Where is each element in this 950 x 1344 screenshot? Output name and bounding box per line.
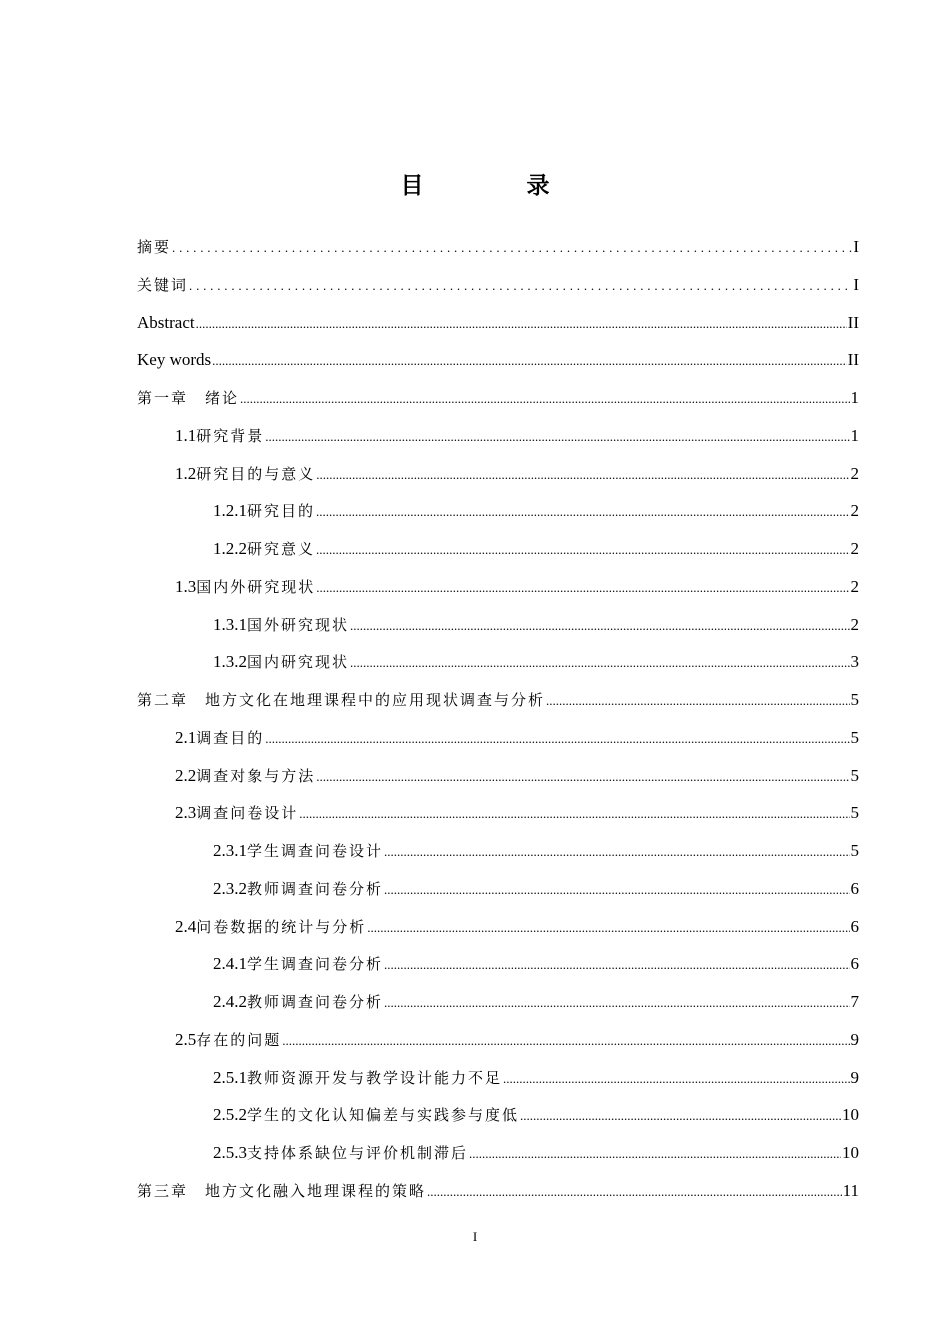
toc-page-number: 5 bbox=[850, 841, 859, 860]
toc-page-number: 1 bbox=[850, 425, 859, 445]
toc-entry-text: 国内外研究现状 bbox=[196, 577, 316, 596]
toc-entry-text: 研究背景 bbox=[196, 426, 265, 445]
toc-leader bbox=[172, 229, 852, 267]
toc-page-number: 9 bbox=[850, 1067, 859, 1087]
toc-entry-text: 存在的问题 bbox=[196, 1030, 282, 1049]
toc-page-number: 5 bbox=[850, 803, 859, 823]
toc-entry-section-1-3-2[interactable] bbox=[137, 643, 859, 681]
toc-leader bbox=[384, 833, 849, 871]
toc-entry-chapter-3[interactable] bbox=[137, 1172, 859, 1210]
toc-entry-text: 教师调查问卷分析 bbox=[247, 879, 384, 898]
toc-leader bbox=[350, 607, 849, 645]
toc-entry-number: 1.2 bbox=[175, 463, 197, 483]
toc-entry-section-2-5-2[interactable] bbox=[137, 1096, 859, 1134]
toc-entry-number: 2.4.1 bbox=[213, 954, 247, 974]
toc-entry-number: 2.4 bbox=[175, 916, 197, 936]
toc-entry-text: 第一章 绪论 bbox=[137, 389, 240, 407]
toc-entry-section-2-5-1[interactable] bbox=[137, 1059, 859, 1097]
toc-entry-section-2-3[interactable] bbox=[137, 794, 859, 832]
toc-page-number: 2 bbox=[850, 576, 859, 596]
toc-entry-number: 1.2.2 bbox=[213, 539, 247, 558]
toc-entry-text: 学生调查问卷分析 bbox=[247, 955, 384, 974]
toc-leader bbox=[469, 1135, 841, 1173]
toc-entry-section-1-3[interactable] bbox=[137, 568, 859, 606]
toc-entry-text: 支持体系缺位与评价机制滞后 bbox=[247, 1144, 469, 1162]
toc-page-number: 10 bbox=[842, 1143, 859, 1162]
footer-page-number: I bbox=[472, 1229, 478, 1244]
toc-entry-text: 学生调查问卷设计 bbox=[247, 842, 384, 860]
toc-entry-keywords-en[interactable] bbox=[137, 341, 859, 379]
toc-page-number: 5 bbox=[850, 765, 859, 785]
toc-entry-section-2-1[interactable] bbox=[137, 719, 859, 757]
toc-entry-number: 2.4.2 bbox=[213, 992, 247, 1011]
toc-leader bbox=[367, 909, 849, 947]
toc-entry-number: 1.2.1 bbox=[213, 501, 247, 521]
toc-leader bbox=[282, 1022, 849, 1060]
toc-entry-abstract-en[interactable] bbox=[137, 304, 859, 342]
toc-leader bbox=[299, 795, 849, 833]
toc-entry-section-2-4-2[interactable] bbox=[137, 983, 859, 1021]
toc-entry-text: 第二章 地方文化在地理课程中的应用现状调查与分析 bbox=[137, 691, 546, 709]
toc-entry-text: Key words bbox=[137, 350, 212, 370]
toc-entry-chapter-1[interactable] bbox=[137, 379, 859, 417]
toc-entry-abstract-cn[interactable] bbox=[137, 228, 859, 266]
toc-entry-text: 研究目的与意义 bbox=[196, 464, 316, 483]
page-title: 目 录 bbox=[400, 173, 590, 199]
toc-entry-text: Abstract bbox=[137, 312, 195, 332]
toc-entry-text: 第三章 地方文化融入地理课程的策略 bbox=[137, 1181, 427, 1200]
toc-entry-number: 1.3 bbox=[175, 576, 197, 596]
toc-page-number: 6 bbox=[850, 878, 859, 898]
toc-page-number: 5 bbox=[850, 690, 859, 709]
toc-page-number: 2 bbox=[850, 614, 859, 634]
toc-entry-text: 研究意义 bbox=[247, 540, 316, 558]
toc-page-number: 3 bbox=[850, 652, 859, 672]
toc-page-number: 6 bbox=[850, 916, 859, 936]
toc-page-number: 2 bbox=[850, 539, 859, 558]
toc-entry-section-1-2-2[interactable] bbox=[137, 530, 859, 568]
toc-entry-section-1-3-1[interactable] bbox=[137, 606, 859, 644]
table-of-contents bbox=[137, 228, 859, 1210]
toc-entry-section-1-1[interactable] bbox=[137, 417, 859, 455]
toc-leader bbox=[384, 871, 849, 909]
toc-leader bbox=[189, 267, 852, 305]
toc-page-number: I bbox=[853, 274, 859, 294]
toc-leader bbox=[316, 531, 849, 569]
toc-entry-text: 关键词 bbox=[137, 275, 189, 294]
toc-entry-section-2-2[interactable] bbox=[137, 757, 859, 795]
toc-entry-text: 学生的文化认知偏差与实践参与度低 bbox=[247, 1106, 520, 1125]
toc-entry-number: 1.1 bbox=[175, 425, 197, 445]
toc-leader bbox=[503, 1060, 849, 1098]
toc-entry-number: 2.3.2 bbox=[213, 878, 247, 898]
toc-page-number: 9 bbox=[850, 1029, 859, 1049]
toc-leader bbox=[520, 1097, 841, 1135]
toc-page-number: 2 bbox=[850, 501, 859, 521]
toc-entry-number: 2.5.1 bbox=[213, 1067, 247, 1087]
toc-entry-section-2-5[interactable] bbox=[137, 1021, 859, 1059]
toc-leader bbox=[265, 720, 849, 758]
toc-page-number: I bbox=[853, 237, 859, 256]
toc-entry-text: 国外研究现状 bbox=[247, 615, 350, 634]
toc-entry-section-1-2[interactable] bbox=[137, 455, 859, 493]
toc-entry-keywords-cn[interactable] bbox=[137, 266, 859, 304]
toc-leader bbox=[316, 758, 849, 796]
toc-entry-number: 2.3 bbox=[175, 803, 197, 823]
toc-entry-chapter-2[interactable] bbox=[137, 681, 859, 719]
toc-entry-text: 调查对象与方法 bbox=[196, 766, 316, 785]
toc-entry-text: 摘要 bbox=[137, 238, 172, 256]
toc-entry-section-2-4-1[interactable] bbox=[137, 945, 859, 983]
toc-entry-section-2-4[interactable] bbox=[137, 908, 859, 946]
toc-entry-section-2-5-3[interactable] bbox=[137, 1134, 859, 1172]
toc-entry-number: 2.5 bbox=[175, 1029, 197, 1049]
toc-leader bbox=[427, 1173, 842, 1211]
toc-page-number: 11 bbox=[842, 1180, 859, 1200]
toc-leader bbox=[316, 456, 849, 494]
toc-page-number: 10 bbox=[842, 1105, 859, 1125]
toc-entry-text: 国内研究现状 bbox=[247, 653, 350, 672]
toc-leader bbox=[196, 305, 847, 343]
toc-entry-text: 问卷数据的统计与分析 bbox=[196, 917, 367, 936]
toc-entry-text: 调查目的 bbox=[196, 728, 265, 747]
toc-leader bbox=[384, 946, 849, 984]
toc-entry-number: 2.5.3 bbox=[213, 1143, 247, 1162]
toc-page-number: II bbox=[847, 350, 859, 370]
toc-entry-section-1-2-1[interactable] bbox=[137, 492, 859, 530]
toc-leader bbox=[546, 682, 849, 720]
toc-page-number: 6 bbox=[850, 954, 859, 974]
toc-page-number: 2 bbox=[850, 463, 859, 483]
toc-leader bbox=[316, 493, 849, 531]
toc-entry-number: 2.1 bbox=[175, 727, 197, 747]
toc-entry-number: 1.3.2 bbox=[213, 652, 247, 672]
toc-leader bbox=[350, 644, 849, 682]
toc-entry-text: 教师资源开发与教学设计能力不足 bbox=[247, 1068, 503, 1087]
toc-entry-text: 调查问卷设计 bbox=[196, 804, 299, 823]
toc-entry-number: 2.5.2 bbox=[213, 1105, 247, 1125]
toc-leader bbox=[265, 418, 849, 456]
toc-entry-number: 1.3.1 bbox=[213, 614, 247, 634]
toc-page-number: 7 bbox=[850, 992, 859, 1011]
toc-leader bbox=[316, 569, 849, 607]
toc-entry-number: 2.2 bbox=[175, 765, 197, 785]
toc-entry-section-2-3-2[interactable] bbox=[137, 870, 859, 908]
toc-entry-number: 2.3.1 bbox=[213, 841, 247, 860]
toc-entry-text: 研究目的 bbox=[247, 502, 316, 521]
toc-page-number: 1 bbox=[850, 388, 859, 407]
toc-entry-section-2-3-1[interactable] bbox=[137, 832, 859, 870]
toc-entry-text: 教师调查问卷分析 bbox=[247, 993, 384, 1011]
toc-leader bbox=[384, 984, 849, 1022]
toc-page-number: II bbox=[847, 312, 859, 332]
toc-leader bbox=[212, 342, 847, 380]
toc-leader bbox=[240, 380, 849, 418]
toc-page-number: 5 bbox=[850, 727, 859, 747]
